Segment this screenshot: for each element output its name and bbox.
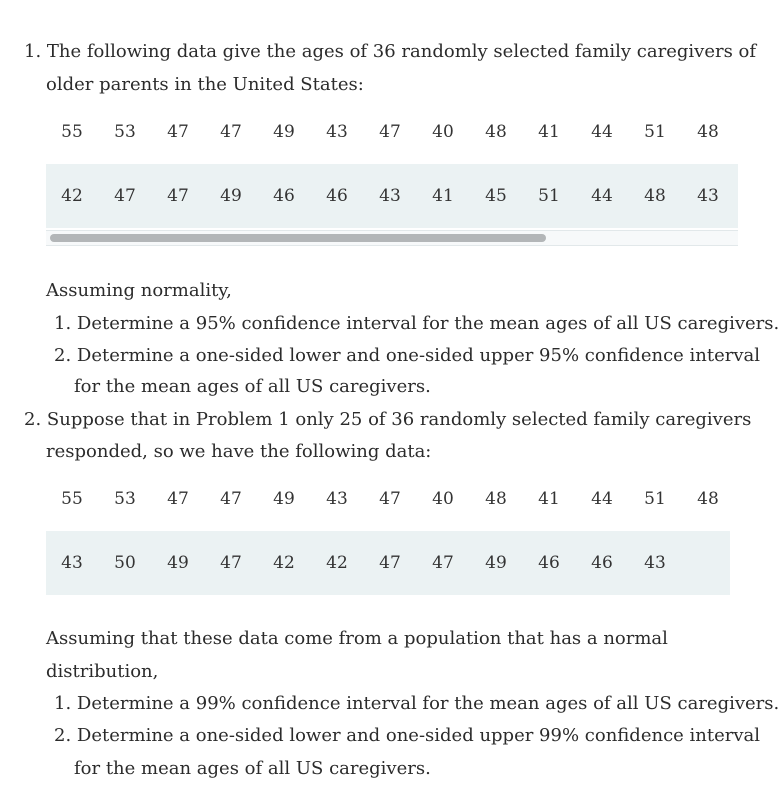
table-cell: 47 <box>114 186 136 206</box>
table-cell: 49 <box>273 489 295 509</box>
problem-2-question-2 <box>54 724 760 748</box>
problem-2-q1-text: Determine a 99% confidence interval for the mean ages of all US caregivers. <box>76 693 780 714</box>
table-cell: 48 <box>697 489 719 509</box>
problem-1-text: The following data give the ages of 36 randomly selected family caregivers of <box>46 41 757 62</box>
table-cell: 44 <box>591 122 613 142</box>
table-cell: 48 <box>485 489 507 509</box>
problem-1-question-1 <box>54 312 779 336</box>
table-cell: 41 <box>432 186 454 206</box>
problem-2-question-1 <box>54 692 779 716</box>
table-cell: 47 <box>167 122 189 142</box>
table-cell: 42 <box>326 553 348 573</box>
table-cell: 43 <box>644 553 666 573</box>
table-cell: 44 <box>591 489 613 509</box>
table-cell: 48 <box>644 186 666 206</box>
problem-2-assumption-line-1: Assuming that these data come from a population that has a normal <box>46 628 668 649</box>
table-cell: 47 <box>220 489 242 509</box>
table-cell: 42 <box>61 186 83 206</box>
table-cell: 50 <box>114 553 136 573</box>
table-cell: 47 <box>379 553 401 573</box>
table-1-row-2 <box>46 164 738 228</box>
problem-1-assumption: Assuming normality, <box>46 280 232 301</box>
table-cell: 49 <box>167 553 189 573</box>
problem-1-q1-text: Determine a 95% confidence interval for the mean ages of all US caregivers. <box>76 313 780 334</box>
table-cell: 51 <box>538 186 560 206</box>
table-cell: 49 <box>273 122 295 142</box>
table-cell: 47 <box>167 186 189 206</box>
table-2-row-2 <box>46 531 730 595</box>
table-cell: 43 <box>61 553 83 573</box>
table-1-scrollbar[interactable] <box>46 230 738 246</box>
table-cell: 41 <box>538 489 560 509</box>
problem-1-q1-number: 1. <box>54 313 72 334</box>
problem-2-assumption-line-2: distribution, <box>46 661 159 682</box>
table-cell: 47 <box>167 489 189 509</box>
problem-1-line-1 <box>24 40 756 64</box>
table-cell: 43 <box>326 122 348 142</box>
table-cell: 41 <box>538 122 560 142</box>
problem-1-q2-number: 2. <box>54 345 72 366</box>
table-2-row-1 <box>46 467 730 531</box>
table-cell: 55 <box>61 122 83 142</box>
table-cell: 42 <box>273 553 295 573</box>
problem-1-question-2 <box>54 344 760 368</box>
table-cell: 46 <box>591 553 613 573</box>
problem-2-q1-number: 1. <box>54 693 72 714</box>
table-cell: 43 <box>379 186 401 206</box>
table-cell: 47 <box>220 122 242 142</box>
table-cell: 46 <box>273 186 295 206</box>
data-table-1 <box>46 100 738 230</box>
table-cell: 48 <box>697 122 719 142</box>
table-1-row-1 <box>46 100 738 164</box>
problem-2-q2-text: Determine a one-sided lower and one-sided upper 99% confidence interval <box>76 725 761 746</box>
table-cell: 51 <box>644 122 666 142</box>
table-cell: 46 <box>538 553 560 573</box>
problem-1-q2-text: Determine a one-sided lower and one-sided upper 95% confidence interval <box>76 345 761 366</box>
table-cell: 47 <box>432 553 454 573</box>
table-cell: 43 <box>326 489 348 509</box>
table-cell: 53 <box>114 122 136 142</box>
problem-2-number: 2. <box>24 409 42 430</box>
problem-2-q2-number: 2. <box>54 725 72 746</box>
problem-2-question-2-cont: for the mean ages of all US caregivers. <box>74 758 431 779</box>
table-cell: 43 <box>697 186 719 206</box>
data-table-2 <box>46 467 730 595</box>
table-cell: 47 <box>220 553 242 573</box>
table-cell: 46 <box>326 186 348 206</box>
table-cell: 53 <box>114 489 136 509</box>
problem-2-line-1 <box>24 408 751 432</box>
problem-1-line-2: older parents in the United States: <box>46 74 364 95</box>
table-1-scrollbar-thumb[interactable] <box>50 234 546 242</box>
table-cell: 49 <box>485 553 507 573</box>
table-cell: 40 <box>432 489 454 509</box>
table-cell: 51 <box>644 489 666 509</box>
problem-2-text: Suppose that in Problem 1 only 25 of 36 randomly selected family caregivers <box>46 409 752 430</box>
problem-1-number: 1. <box>24 41 42 62</box>
table-cell: 40 <box>432 122 454 142</box>
problem-2-line-2: responded, so we have the following data: <box>46 441 432 462</box>
table-cell: 47 <box>379 122 401 142</box>
table-cell: 47 <box>379 489 401 509</box>
table-cell: 55 <box>61 489 83 509</box>
table-cell: 48 <box>485 122 507 142</box>
table-cell: 45 <box>485 186 507 206</box>
table-cell: 49 <box>220 186 242 206</box>
table-cell: 44 <box>591 186 613 206</box>
problem-1-question-2-cont: for the mean ages of all US caregivers. <box>74 376 431 397</box>
